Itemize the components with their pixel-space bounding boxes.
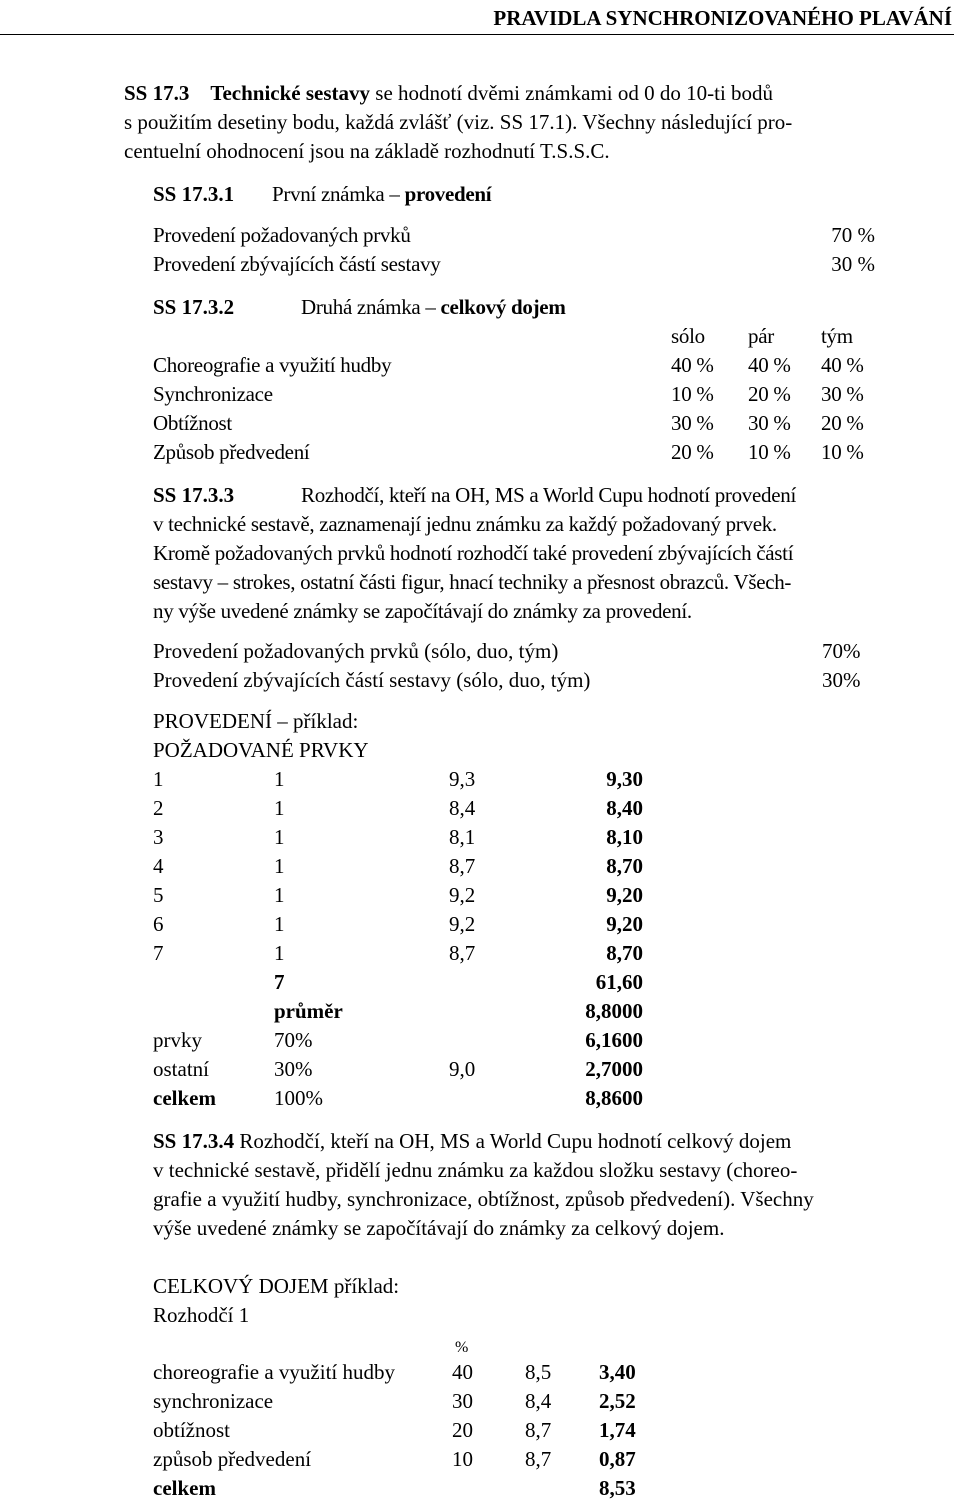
element-number: 6 (153, 912, 164, 936)
weight-par: 20 % (748, 382, 791, 406)
component-percent: 40 (452, 1360, 473, 1384)
total-value: 8,53 (599, 1476, 636, 1500)
weight-tym: 30 % (821, 382, 864, 406)
section-number: SS 17.3.1 (153, 182, 235, 206)
paragraph-line: sestavy – strokes, ostatní části figur, hnací techniky a přesnost obrazců. Všech- (153, 570, 792, 594)
element-count: 1 (274, 883, 285, 907)
section-17-3-line-1 (124, 79, 956, 108)
section-title-plain: První známka – (272, 182, 400, 206)
paragraph-line: Rozhodčí, kteří na OH, MS a World Cupu hodnotí provedení (301, 483, 796, 507)
component-value: 0,87 (599, 1447, 636, 1471)
paragraph-line: v technické sestavě, přidělí jednu známku za každou složku sestavy (choreo- (153, 1158, 798, 1182)
element-total-sum: 61,60 (595, 970, 643, 994)
total-row-label: celkem (153, 1086, 216, 1110)
total-row-percent: 100% (274, 1086, 323, 1110)
element-count: 1 (274, 854, 285, 878)
element-number: 1 (153, 767, 164, 791)
column-header-tym: tým (821, 324, 853, 348)
grade-row-value: 70 % (831, 223, 875, 247)
section-number: SS 17.3 (124, 81, 190, 105)
component-label: obtížnost (153, 1418, 230, 1442)
element-score: 9,3 (449, 767, 476, 791)
section-number: SS 17.3.4 (153, 1129, 235, 1153)
element-score: 9,2 (449, 883, 476, 907)
average-label: průměr (274, 999, 343, 1023)
element-value: 8,70 (606, 854, 643, 878)
element-score: 8,7 (449, 941, 476, 965)
paragraph-line: výše uvedené známky se započítávají do známky za celkový dojem. (153, 1216, 725, 1240)
element-number: 3 (153, 825, 164, 849)
weight-solo: 10 % (671, 382, 714, 406)
total-row-score: 9,0 (449, 1057, 476, 1081)
paragraph-line: centuelní ohodnocení jsou na základě rozhodnutí T.S.S.C. (124, 139, 610, 163)
example-title: CELKOVÝ DOJEM příklad: (153, 1274, 400, 1298)
section-17-3-3-heading (153, 481, 234, 510)
element-score: 8,1 (449, 825, 476, 849)
weight-row-label: Způsob předvedení (153, 440, 310, 464)
total-row-percent: 70% (274, 1028, 313, 1052)
grade-row-label: Provedení požadovaných prvků (153, 223, 411, 247)
section-number: SS 17.3.2 (153, 295, 235, 319)
weight-tym: 40 % (821, 353, 864, 377)
element-total-count: 7 (274, 970, 285, 994)
paragraph-line: v technické sestavě, zaznamenají jednu známku za každý požadovaný prvek. (153, 512, 777, 536)
component-percent: 30 (452, 1389, 473, 1413)
section-title-plain: Druhá známka – (301, 295, 436, 319)
page-header-title: PRAVIDLA SYNCHRONIZOVANÉHO PLAVÁNÍ (493, 6, 952, 30)
element-count: 1 (274, 796, 285, 820)
total-row-value: 8,8600 (585, 1086, 643, 1110)
weight-par: 30 % (748, 411, 791, 435)
element-value: 8,10 (606, 825, 643, 849)
example-subtitle: POŽADOVANÉ PRVKY (153, 738, 369, 762)
column-header-par: pár (748, 324, 774, 348)
total-row-label: ostatní (153, 1057, 209, 1081)
paragraph-line: s použitím desetiny bodu, každá zvlášť (viz. SS 17.1). Všechny následující pro- (124, 110, 793, 134)
component-label: choreografie a využití hudby (153, 1360, 395, 1384)
element-score: 8,4 (449, 796, 476, 820)
component-score: 8,7 (525, 1418, 552, 1442)
section-17-3-2-title (301, 293, 566, 322)
element-number: 7 (153, 941, 164, 965)
section-title-bold: celkový dojem (440, 295, 566, 319)
section-17-3 (124, 79, 956, 166)
weight-solo: 20 % (671, 440, 714, 464)
element-number: 2 (153, 796, 164, 820)
component-value: 1,74 (599, 1418, 636, 1442)
element-value: 8,40 (606, 796, 643, 820)
paragraph-line: se hodnotí dvěmi známkami od 0 do 10-ti bodů (375, 81, 774, 105)
weight-row-label: Obtížnost (153, 411, 232, 435)
section-17-3-4-heading (153, 1127, 791, 1156)
component-percent: 20 (452, 1418, 473, 1442)
grade-row-value: 30 % (831, 252, 875, 276)
header-rule (0, 34, 954, 35)
weight-row-label: Choreografie a využití hudby (153, 353, 392, 377)
example-title: PROVEDENÍ – příklad: (153, 709, 359, 733)
component-label: způsob předvedení (153, 1447, 312, 1471)
component-percent: 10 (452, 1447, 473, 1471)
weight-row-label: Synchronizace (153, 382, 273, 406)
element-value: 9,20 (606, 883, 643, 907)
grade-row-label: Provedení zbývajících částí sestavy (153, 252, 441, 276)
weight-par: 10 % (748, 440, 791, 464)
paragraph-line: Kromě požadovaných prvků hodnotí rozhodčí také provedení zbývajících částí (153, 541, 794, 565)
paragraph-line: Rozhodčí, kteří na OH, MS a World Cupu hodnotí celkový dojem (239, 1129, 792, 1153)
component-value: 2,52 (599, 1389, 636, 1413)
summary-row-label: Provedení zbývajících částí sestavy (sólo, duo, tým) (153, 668, 591, 692)
percent-header: % (455, 1339, 469, 1356)
average-value: 8,8000 (585, 999, 643, 1023)
summary-row-value: 30% (822, 668, 861, 692)
element-value: 9,20 (606, 912, 643, 936)
component-score: 8,7 (525, 1447, 552, 1471)
element-count: 1 (274, 941, 285, 965)
section-17-3-2-heading (153, 293, 234, 322)
weight-solo: 40 % (671, 353, 714, 377)
element-number: 5 (153, 883, 164, 907)
section-17-3-1-heading (153, 180, 234, 209)
total-row-percent: 30% (274, 1057, 313, 1081)
element-count: 1 (274, 767, 285, 791)
component-value: 3,40 (599, 1360, 636, 1384)
total-row-value: 2,7000 (585, 1057, 643, 1081)
weight-tym: 20 % (821, 411, 864, 435)
component-label: synchronizace (153, 1389, 274, 1413)
total-label: celkem (153, 1476, 216, 1500)
section-17-3-1-title (272, 180, 491, 209)
column-header-solo: sólo (671, 324, 705, 348)
section-title-bold: provedení (404, 182, 492, 206)
weight-tym: 10 % (821, 440, 864, 464)
summary-row-value: 70% (822, 639, 861, 663)
paragraph-line: ny výše uvedené známky se započítávají do známky za provedení. (153, 599, 692, 623)
element-count: 1 (274, 825, 285, 849)
section-number: SS 17.3.3 (153, 483, 235, 507)
element-score: 8,7 (449, 854, 476, 878)
element-value: 9,30 (606, 767, 643, 791)
total-row-label: prvky (153, 1028, 202, 1052)
element-score: 9,2 (449, 912, 476, 936)
weight-solo: 30 % (671, 411, 714, 435)
weight-par: 40 % (748, 353, 791, 377)
example-subtitle: Rozhodčí 1 (153, 1303, 250, 1327)
component-score: 8,4 (525, 1389, 552, 1413)
component-score: 8,5 (525, 1360, 552, 1384)
summary-row-label: Provedení požadovaných prvků (sólo, duo, tým) (153, 639, 559, 663)
element-number: 4 (153, 854, 164, 878)
element-count: 1 (274, 912, 285, 936)
total-row-value: 6,1600 (585, 1028, 643, 1052)
section-title: Technické sestavy (210, 81, 371, 105)
paragraph-line: grafie a využití hudby, synchronizace, obtížnost, způsob předvedení). Všechny (153, 1187, 814, 1211)
element-value: 8,70 (606, 941, 643, 965)
